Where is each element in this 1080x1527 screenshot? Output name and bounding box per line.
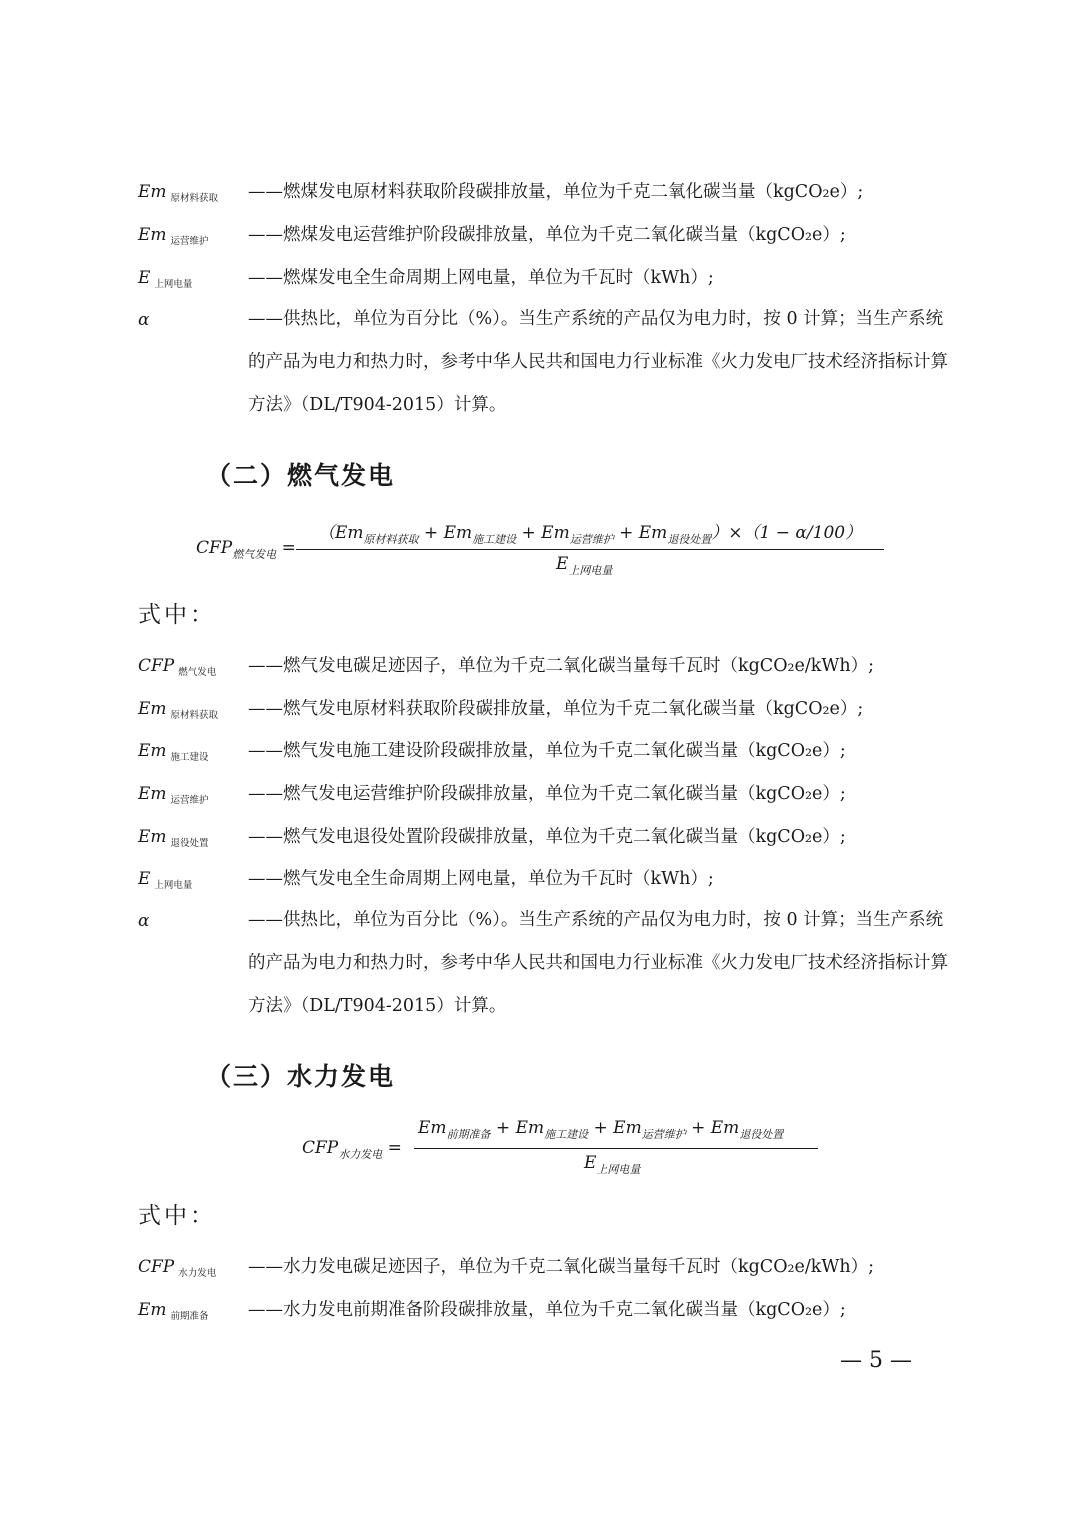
- definition-text: ——燃气发电碳足迹因子，单位为千克二氧化碳当量每千瓦时（kgCO₂e/kWh）;: [248, 656, 875, 676]
- formula-lhs: $CFP_{燃气发电}$ =: [196, 538, 296, 561]
- symbol: Em $_{施工建设}$: [138, 741, 209, 763]
- definition-text: ——水力发电碳足迹因子，单位为千克二氧化碳当量每千瓦时（kgCO₂e/kWh）;: [248, 1257, 875, 1277]
- where-label: 式中：: [138, 602, 216, 628]
- fraction-bar: [296, 549, 884, 550]
- definition-text: ——燃煤发电全生命周期上网电量，单位为千瓦时（kWh）;: [248, 268, 714, 288]
- symbol: α: [138, 310, 150, 330]
- where-label: 式中：: [138, 1203, 216, 1229]
- formula-numerator: $Em_{前期准备} + Em_{施工建设} + Em_{运营维护} + Em_{退役处置}$: [418, 1118, 784, 1141]
- symbol: Em $_{原材料获取}$: [138, 699, 219, 721]
- symbol: Em $_{退役处置}$: [138, 827, 209, 849]
- symbol: Em $_{运营维护}$: [138, 225, 209, 247]
- symbol: Em $_{运营维护}$: [138, 784, 209, 806]
- symbol: Em $_{原材料获取}$: [138, 182, 219, 204]
- definition-text: ——供热比，单位为百分比（%）。当生产系统的产品仅为电力时，按 0 计算；当生产系统的产品为电力和热力时，参考中华人民共和国电力行业标准《火力发电厂技术经济指标计算方法》（DL/T904-2015）计算。: [248, 309, 948, 415]
- formula-denominator: $E_{上网电量}$: [556, 554, 613, 577]
- definition-text: ——燃气发电施工建设阶段碳排放量，单位为千克二氧化碳当量（kgCO₂e）;: [248, 741, 846, 761]
- definition-text: ——燃煤发电原材料获取阶段碳排放量，单位为千克二氧化碳当量（kgCO₂e）;: [248, 182, 864, 202]
- symbol: CFP $_{燃气发电}$: [138, 656, 217, 678]
- definition-text: ——供热比，单位为百分比（%）。当生产系统的产品仅为电力时，按 0 计算；当生产系统的产品为电力和热力时，参考中华人民共和国电力行业标准《火力发电厂技术经济指标计算方法》（DL/T904-2015）计算。: [248, 910, 948, 1016]
- section-heading: （二）燃气发电: [206, 461, 396, 490]
- symbol: Em $_{前期准备}$: [138, 1300, 209, 1322]
- definition-text: ——燃煤发电运营维护阶段碳排放量，单位为千克二氧化碳当量（kgCO₂e）;: [248, 225, 846, 245]
- formula-lhs: $CFP_{水力发电}$ =: [302, 1138, 402, 1161]
- symbol: α: [138, 911, 150, 931]
- definition-text: ——燃气发电运营维护阶段碳排放量，单位为千克二氧化碳当量（kgCO₂e）;: [248, 784, 846, 804]
- symbol: E $_{上网电量}$: [138, 869, 193, 891]
- symbol: CFP $_{水力发电}$: [138, 1257, 217, 1279]
- page-number: — 5 —: [840, 1348, 912, 1373]
- formula-gas: [196, 512, 896, 592]
- fraction-bar: [414, 1148, 818, 1149]
- symbol: E $_{上网电量}$: [138, 268, 193, 290]
- definition-text: ——燃气发电退役处置阶段碳排放量，单位为千克二氧化碳当量（kgCO₂e）;: [248, 827, 846, 847]
- formula-hydro: [302, 1114, 842, 1184]
- definition-text: ——燃气发电全生命周期上网电量，单位为千瓦时（kWh）;: [248, 869, 714, 889]
- formula-numerator: $(Em_{原材料获取} + Em_{施工建设} + Em_{运营维护} + Em_{退役处置})\times(1 - \alpha/100)$: [318, 523, 863, 546]
- definition-text: ——水力发电前期准备阶段碳排放量，单位为千克二氧化碳当量（kgCO₂e）;: [248, 1300, 846, 1320]
- formula-denominator: $E_{上网电量}$: [584, 1153, 641, 1176]
- section-heading: （三）水力发电: [206, 1062, 396, 1091]
- definition-text: ——燃气发电原材料获取阶段碳排放量，单位为千克二氧化碳当量（kgCO₂e）;: [248, 699, 864, 719]
